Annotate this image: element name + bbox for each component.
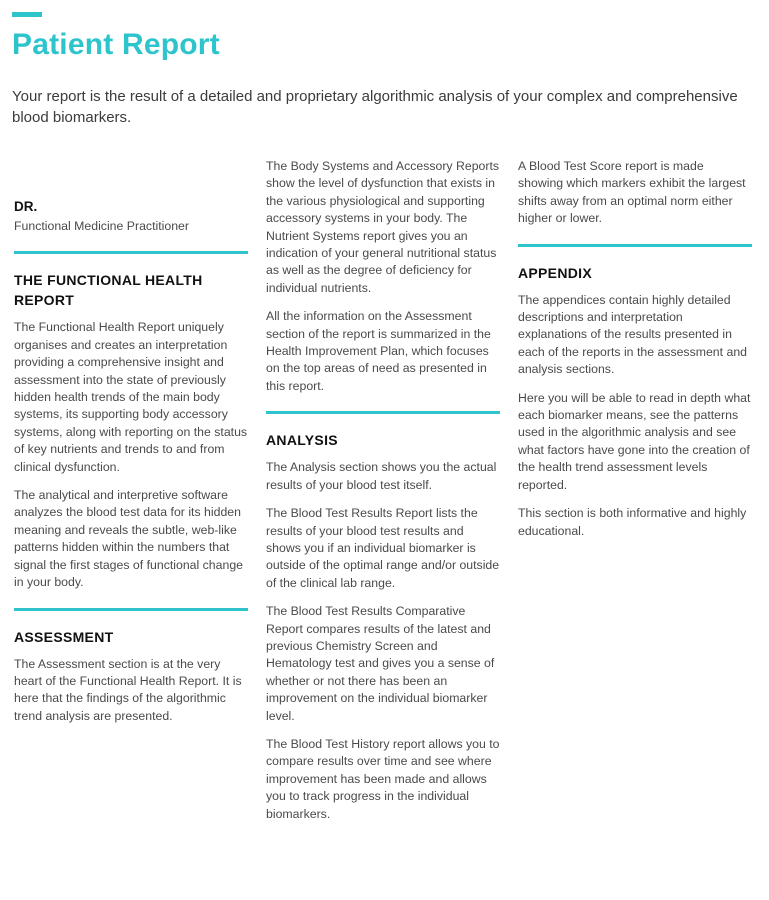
page-title: Patient Report	[12, 28, 220, 61]
appendix-paragraph: The appendices contain highly detailed descriptions and interpretation explanations of the results presented in each of the reports in the assessment and analysis sections.	[518, 292, 747, 377]
assessment-heading: ASSESSMENT	[14, 628, 114, 645]
assessment-paragraph: The Assessment section is at the very heart of the Functional Health Report. It is here that the findings of the algorithmic trend analysis are presented.	[14, 656, 242, 723]
column-1	[14, 158, 248, 736]
section-divider	[518, 244, 752, 247]
title-accent-bar	[12, 12, 42, 17]
fhr-heading: THE FUNCTIONAL HEALTH REPORT	[14, 272, 203, 309]
fhr-paragraph: The Functional Health Report uniquely organises and creates an interpretation providing a comprehensive insight and assessment into the state of previously hidden health trends of the main body systems, its supporting body accessory systems, along with reporting on the status of key nutrients and trends to and from clinical dysfunction.	[14, 320, 248, 474]
appendix-paragraph: Here you will be able to read in depth what each biomarker means, see the patterns used in the algorithmic analysis and see what factors have gone into the creation of the health trend assessment levels reported.	[518, 390, 751, 492]
section-divider	[266, 411, 500, 414]
section-divider	[14, 251, 248, 254]
doctor-label: DR.	[14, 199, 38, 214]
analysis-paragraph: The Blood Test Results Comparative Report compares results of the latest and previous Chemistry Screen and Hematology test and gives you a sense of whether or not there has been an improvement on the individual biomarker level.	[266, 604, 495, 723]
appendix-heading: APPENDIX	[518, 264, 592, 281]
appendix-paragraph: This section is both informative and highly educational.	[518, 506, 747, 538]
analysis-paragraph: The Blood Test Results Report lists the results of your blood test results and shows you if an individual biomarker is outside of the optimal range and/or outside of the clinical lab range.	[266, 506, 500, 590]
blood-test-score-paragraph: A Blood Test Score report is made showing which markers exhibit the largest shifts away from an optimal norm either higher or lower.	[518, 159, 746, 226]
fhr-paragraph: The analytical and interpretive software analyzes the blood test data for its hidden meaning and reveals the subtle, web-like patterns hidden within the numbers that signal the first stages of functional change in your body.	[14, 488, 243, 590]
analysis-heading: ANALYSIS	[266, 432, 338, 449]
column-3	[518, 158, 752, 551]
column-2	[266, 158, 500, 834]
doctor-title: Functional Medicine Practitioner	[14, 219, 189, 233]
assessment-summary-paragraph: All the information on the Assessment section of the report is summarized in the Health Improvement Plan, which focuses on the top areas of need as presented in this report.	[266, 309, 491, 393]
intro-text: Your report is the result of a detailed and proprietary algorithmic analysis of your complex and comprehensive blood biomarkers.	[12, 88, 738, 126]
analysis-paragraph: The Blood Test History report allows you to compare results over time and see where improvement has been made and allows you to track progress in the individual biomarkers.	[266, 736, 500, 821]
section-divider	[14, 608, 248, 611]
doctor-block	[14, 198, 248, 235]
analysis-paragraph: The Analysis section shows you the actual results of your blood test itself.	[266, 460, 497, 492]
body-systems-paragraph: The Body Systems and Accessory Reports show the level of dysfunction that exists in the various physiological and supporting accessory systems in your body. The Nutrient Systems report gives you an indication of your general nutritional status as well as the degree of deficiency for individual nutrients.	[266, 159, 500, 295]
